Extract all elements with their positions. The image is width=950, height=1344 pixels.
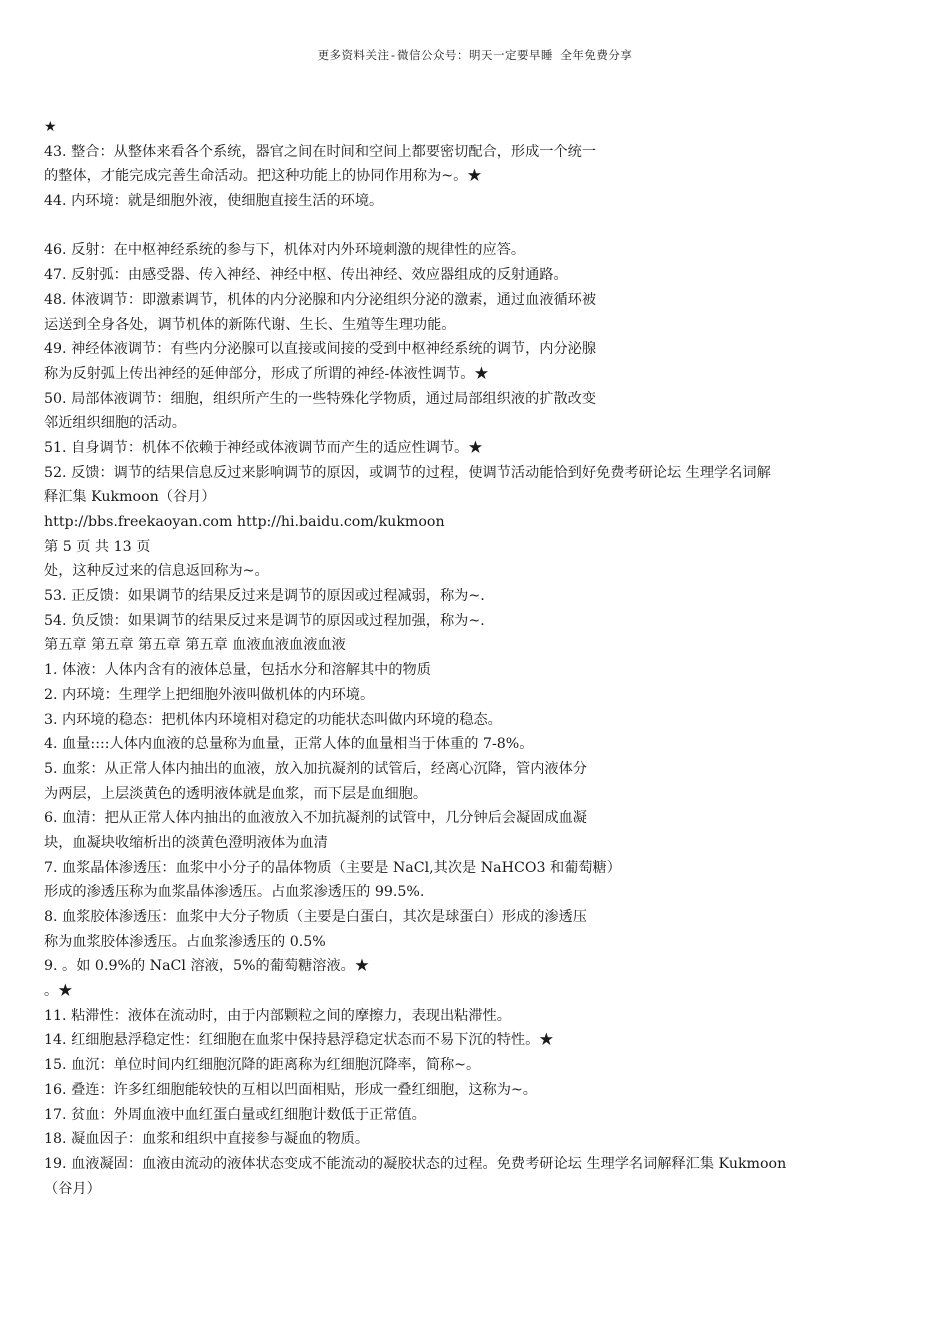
text-line: 4. 血量::::人体内血液的总量称为血量，正常人体的血量相当于体重的 7-8%。 bbox=[44, 736, 534, 753]
page-header: 更多资料关注-微信公众号：明天一定要早睡 全年免费分享 bbox=[317, 48, 633, 62]
text-line: 6. 血清：把从正常人体内抽出的血液放入不加抗凝剂的试管中，几分钟后会凝固成血凝 bbox=[44, 810, 587, 827]
text-line: 16. 叠连：许多红细胞能较快的互相以凹面相贴，形成一叠红细胞，这称为~。 bbox=[44, 1081, 537, 1098]
text-line: 运送到全身各处，调节机体的新陈代谢、生长、生殖等生理功能。 bbox=[44, 316, 456, 333]
text-line: 2. 内环境：生理学上把细胞外液叫做机体的内环境。 bbox=[44, 686, 375, 703]
text-line: 44. 内环境：就是细胞外液，使细胞直接生活的环境。 bbox=[44, 193, 384, 210]
text-line: 第五章 第五章 第五章 第五章 血液血液血液血液 bbox=[44, 637, 346, 654]
text-line: 块，血凝块收缩析出的淡黄色澄明液体为血清 bbox=[44, 834, 328, 851]
text-line: ★ bbox=[44, 119, 57, 135]
text-line: 。★ bbox=[44, 983, 73, 1000]
text-line: 14. 红细胞悬浮稳定性：红细胞在血浆中保持悬浮稳定状态而不易下沉的特性。★ bbox=[44, 1032, 554, 1049]
text-line: http://bbs.freekaoyan.com http://hi.baidu.com/kukmoon bbox=[44, 514, 445, 530]
text-line: 11. 粘滞性：液体在流动时，由于内部颗粒之间的摩擦力，表现出粘滞性。 bbox=[44, 1007, 511, 1024]
blank-line bbox=[44, 214, 914, 239]
text-line: 15. 血沉：单位时间内红细胞沉降的距离称为红细胞沉降率，简称~。 bbox=[44, 1057, 481, 1074]
text-line: 形成的渗透压称为血浆晶体渗透压。占血浆渗透压的 99.5%. bbox=[44, 884, 425, 901]
text-line: 的整体，才能完成完善生命活动。把这种功能上的协同作用称为~。★ bbox=[44, 168, 482, 185]
text-line: 46. 反射：在中枢神经系统的参与下，机体对内外环境刺激的规律性的应答。 bbox=[44, 242, 526, 259]
document-body bbox=[44, 115, 914, 1201]
text-line: 51. 自身调节：机体不依赖于神经或体液调节而产生的适应性调节。★ bbox=[44, 439, 483, 456]
text-line: 49. 神经体液调节：有些内分泌腺可以直接或间接的受到中枢神经系统的调节，内分泌腺 bbox=[44, 341, 597, 358]
text-line: 9. 。如 0.9%的 NaCl 溶液，5%的葡萄糖溶液。★ bbox=[44, 958, 370, 975]
text-line: 处，这种反过来的信息返回称为~。 bbox=[44, 563, 269, 580]
text-line: 54. 负反馈：如果调节的结果反过来是调节的原因或过程加强，称为~. bbox=[44, 612, 485, 629]
text-line: 8. 血浆胶体渗透压：血浆中大分子物质（主要是白蛋白，其次是球蛋白）形成的渗透压 bbox=[44, 909, 587, 925]
text-line: 43. 整合：从整体来看各个系统，器官之间在时间和空间上都要密切配合，形成一个统一 bbox=[44, 143, 597, 160]
text-line: 19. 血液凝固：血液由流动的液体状态变成不能流动的凝胶状态的过程。免费考研论坛 生理学名词解释汇集 Kukmoon bbox=[44, 1155, 787, 1172]
text-line: 52. 反馈：调节的结果信息反过来影响调节的原因，或调节的过程，使调节活动能恰到好免费考研论坛 生理学名词解 bbox=[44, 464, 771, 481]
text-line: 释汇集 Kukmoon（谷月） bbox=[44, 489, 216, 506]
text-line: 称为反射弧上传出神经的延伸部分，形成了所谓的神经-体液性调节。★ bbox=[44, 365, 489, 382]
text-line: 1. 体液：人体内含有的液体总量，包括水分和溶解其中的物质 bbox=[44, 662, 431, 679]
text-line: 7. 血浆晶体渗透压：血浆中小分子的晶体物质（主要是 NaCl,其次是 NaHCO3 和葡萄糖） bbox=[44, 859, 621, 876]
text-line: 18. 凝血因子：血浆和组织中直接参与凝血的物质。 bbox=[44, 1131, 370, 1148]
text-line: 5. 血浆：从正常人体内抽出的血液，放入加抗凝剂的试管后，经离心沉降，管内液体分 bbox=[44, 760, 587, 777]
text-line: 47. 反射弧：由感受器、传入神经、神经中枢、传出神经、效应器组成的反射通路。 bbox=[44, 267, 568, 284]
text-line: 53. 正反馈：如果调节的结果反过来是调节的原因或过程减弱，称为~. bbox=[44, 588, 485, 605]
text-line: 为两层，上层淡黄色的透明液体就是血浆，而下层是血细胞。 bbox=[44, 785, 428, 802]
text-line: 17. 贫血：外周血液中血红蛋白量或红细胞计数低于正常值。 bbox=[44, 1106, 426, 1123]
text-line: 称为血浆胶体渗透压。占血浆渗透压的 0.5% bbox=[44, 933, 326, 950]
text-line: 3. 内环境的稳态：把机体内环境相对稳定的功能状态叫做内环境的稳态。 bbox=[44, 711, 502, 728]
text-line: 48. 体液调节：即激素调节，机体的内分泌腺和内分泌组织分泌的激素，通过血液循环被 bbox=[44, 291, 597, 308]
text-line: 邻近组织细胞的活动。 bbox=[44, 415, 186, 432]
text-line: 50. 局部体液调节：细胞，组织所产生的一些特殊化学物质，通过局部组织液的扩散改变 bbox=[44, 390, 597, 407]
text-line: （谷月） bbox=[44, 1180, 101, 1197]
text-line: 第 5 页 共 13 页 bbox=[44, 538, 151, 555]
